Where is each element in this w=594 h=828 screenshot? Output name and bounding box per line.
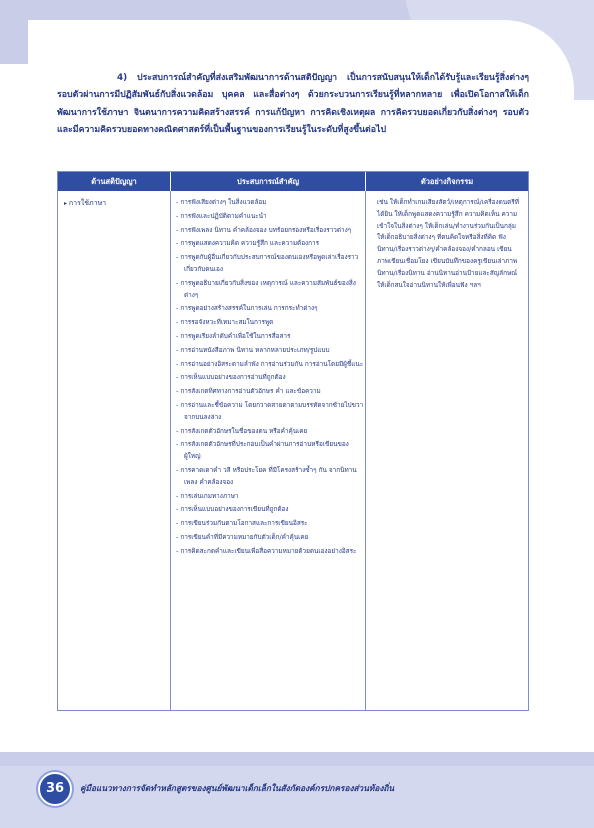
list-item: - การฟังและปฏิบัติตามคำแนะนำ <box>176 211 365 223</box>
list-item: - การสังเกตตัวอักษรในชื่อของตน หรือคำคุ้นเคย <box>176 426 365 438</box>
list-item: - การพูดอย่างสร้างสรรค์ในการเล่น การกระทำต่างๆ <box>176 303 365 315</box>
list-item: - การคาดเดาคำ วลี หรือประโยค ที่มีโครงสร้างซ้ำๆ กัน จากนิทาน เพลง คำคล้องจอง <box>176 465 365 489</box>
list-item: - การเขียนคำที่มีความหมายกับตัวเด็ก/คำคุ้นเคย <box>176 532 365 544</box>
list-item: - การฟังเสียงต่างๆ ในสิ่งแวดล้อม <box>176 197 365 209</box>
list-item: - การอ่านและชี้ข้อความ โดยกวาดสายตาตามบรรทัดจากซ้ายไปขวา จากบนลงล่าง <box>176 400 365 424</box>
dimension-column <box>58 191 171 710</box>
experience-column <box>171 191 366 710</box>
list-item: - การคิดสะกดคำและเขียนเพื่อสื่อความหมายด้วยตนเองอย่างอิสระ <box>176 546 365 558</box>
list-item: - การเล่นเกมทางภาษา <box>176 491 365 503</box>
list-item: - การรอจังหวะที่เหมาะสมในการพูด <box>176 317 365 329</box>
experience-list <box>176 197 365 558</box>
list-item: - การพูดกับผู้อื่นเกี่ยวกับประสบการณ์ของตนเองหรือพูดเล่าเรื่องราวเกี่ยวกับตนเอง <box>176 252 365 276</box>
dimension-label: ▸ การใช้ภาษา <box>64 197 170 210</box>
examples-text: เช่น ให้เด็กทำเกมเสียงสัตว์/เหตุการณ์/เครื่องดนตรีที่ได้ยิน ให้เด็กพูดแสดงความรู้สึก ความคิดเห็น ความเข้าใจในสิ่งต่างๆ ให้เด็กเล่น/ทำงานร่วมกันเป็นกลุ่ม ให้เด็กอธิบายสิ่งต่างๆ ที่ตนคิดใจหรือสิ่งที่คิด ฟังนิทาน/เรื่องราวต่างๆ/คำคล้องจอง/คำกลอน เขียนภาพเขียนเชื่อมโยง เขียนบันทึกของครูเขียนเล่าภาพนิทาน/เรื่องนิทาน อ่านนิทานอ่านป้ายและสัญลักษณ์ให้เด็กสนใจอ่านนิทานให้เพื่อนฟัง ฯลฯ <box>377 198 519 289</box>
table-body <box>58 191 528 710</box>
list-item: - การสังเกตทิศทางการอ่านตัวอักษร คำ และข้อความ <box>176 386 365 398</box>
header-experience: ประสบการณ์สำคัญ <box>171 172 366 191</box>
list-item: - การอ่านหนังสือภาพ นิทาน หลากหลายประเภท/รูปแบบ <box>176 345 365 357</box>
header-examples: ตัวอย่างกิจกรรม <box>420 177 474 186</box>
list-item: - การเขียนร่วมกันตามโอกาสและการเขียนอิสระ <box>176 518 365 530</box>
bottom-band-light <box>0 766 594 828</box>
intro-text: 4) ประสบการณ์สำคัญที่ส่งเสริมพัฒนาการด้านสติปัญญา เป็นการสนับสนุนให้เด็กได้รับรู้และเรียนรู้สิ่งต่างๆ รอบตัวผ่านการมีปฏิสัมพันธ์กับสิ่งแวดล้อม บุคคล และสื่อต่างๆ ด้วยกระบวนการเรียนรู้ที่หลากหลาย เพื่อเปิดโอกาสให้เด็กพัฒนาการใช้ภาษา จินตนาการความคิดสร้างสรรค์ การแก้ปัญหา การคิดเชิงเหตุผล การคิดรวบยอดเกี่ยวกับสิ่งต่างๆ รอบตัว และมีความคิดรวบยอดทางคณิตศาสตร์ที่เป็นพื้นฐานของการเรียนรู้ในระดับที่สูงขึ้นต่อไป <box>57 73 529 136</box>
list-item: - การอ่านอย่างอิสระตามลำพัง การอ่านร่วมกัน การอ่านโดยมีผู้ชี้แนะ <box>176 359 365 371</box>
list-item: - การเห็นแบบอย่างของการอ่านที่ถูกต้อง <box>176 372 365 384</box>
footer-title: คู่มือแนวทางการจัดทำหลักสูตรของศูนย์พัฒนาเด็กเล็กในสังกัดองค์กรปกครองส่วนท้องถิ่น <box>80 783 395 793</box>
header-dimension: ด้านสติปัญญา <box>58 172 171 191</box>
intro-paragraph <box>57 70 529 140</box>
list-item: - การเห็นแบบอย่างของการเขียนที่ถูกต้อง <box>176 504 365 516</box>
list-item: - การพูดเรียงลำดับคำเพื่อใช้ในการสื่อสาร <box>176 331 365 343</box>
experience-table <box>57 171 529 711</box>
list-item: - การพูดแสดงความคิด ความรู้สึก และความต้องการ <box>176 238 365 250</box>
table-header <box>58 172 528 191</box>
examples-column <box>366 191 528 710</box>
list-item: - การสังเกตตัวอักษรที่ประกอบเป็นคำผ่านการอ่านหรือเขียนของผู้ใหญ่ <box>176 439 365 463</box>
list-item: - การฟังเพลง นิทาน คำคล้องจอง บทร้อยกรองหรือเรื่องราวต่างๆ <box>176 225 365 237</box>
list-item: - การพูดอธิบายเกี่ยวกับสิ่งของ เหตุการณ์ และความสัมพันธ์ของสิ่งต่างๆ <box>176 278 365 302</box>
page-number-badge: 36 <box>38 772 72 806</box>
